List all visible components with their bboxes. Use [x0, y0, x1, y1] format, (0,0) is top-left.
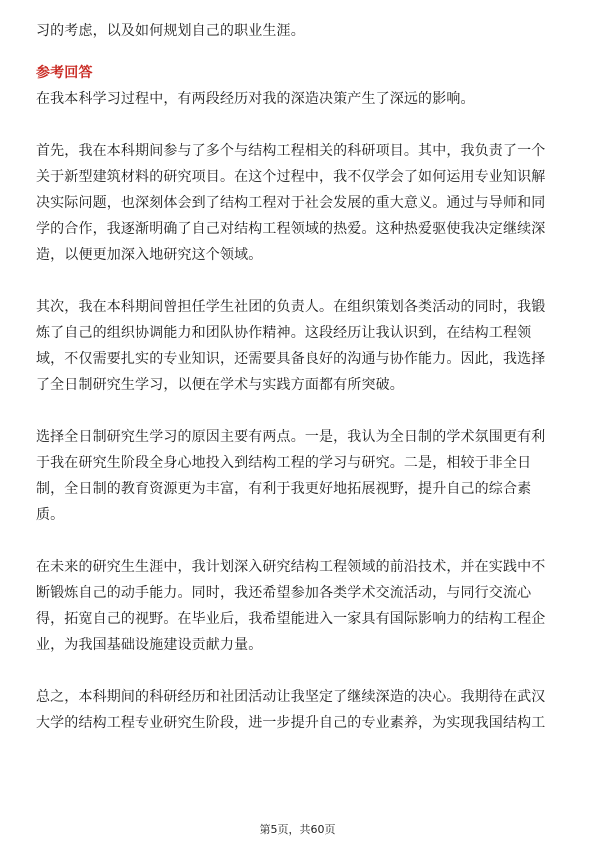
paragraph-line: 炼了自己的组织协调能力和团队协作精神。这段经历让我认识到，在结构工程领 — [36, 325, 532, 341]
paragraph-line: 总之，本科期间的科研经历和社团活动让我坚定了继续深造的决心。我期待在武汉 — [36, 689, 546, 705]
paragraph-line: 关于新型建筑材料的研究项目。在这个过程中，我不仅学会了如何运用专业知识解 — [36, 169, 546, 185]
paragraph-line: 得，拓宽自己的视野。在毕业后，我希望能进入一家具有国际影响力的结构工程企 — [36, 611, 546, 627]
paragraph-line: 在我本科学习过程中，有两段经历对我的深造决策产生了深远的影响。 — [36, 91, 475, 107]
paragraph-line: 决实际问题，也深刻体会到了结构工程对于社会发展的重大意义。通过与导师和同 — [36, 195, 546, 211]
intro-tail-line: 习的考虑，以及如何规划自己的职业生涯。 — [36, 23, 305, 39]
answer-heading: 参考回答 — [36, 65, 93, 81]
paragraph-line: 首先，我在本科期间参与了多个与结构工程相关的科研项目。其中，我负责了一个 — [36, 143, 546, 159]
paragraph-line: 业，为我国基础设施建设贡献力量。 — [36, 637, 263, 653]
page-number-footer: 第5页，共60页 — [259, 823, 336, 836]
paragraph-line: 质。 — [36, 507, 65, 523]
paragraph-line: 大学的结构工程专业研究生阶段，进一步提升自己的专业素养，为实现我国结构工 — [36, 715, 546, 731]
paragraph-line: 其次，我在本科期间曾担任学生社团的负责人。在组织策划各类活动的同时，我锻 — [36, 299, 546, 315]
paragraph-line: 了全日制研究生学习，以便在学术与实践方面都有所突破。 — [36, 377, 404, 393]
paragraph-line: 在未来的研究生生涯中，我计划深入研究结构工程领域的前沿技术，并在实践中不 — [36, 559, 546, 575]
paragraph-line: 学的合作，我逐渐明确了自己对结构工程领域的热爱。这种热爱驱使我决定继续深 — [36, 221, 546, 237]
paragraph-line: 造，以便更加深入地研究这个领域。 — [36, 247, 263, 263]
paragraph-line: 选择全日制研究生学习的原因主要有两点。一是，我认为全日制的学术氛围更有利 — [36, 429, 546, 445]
paragraph-line: 断锻炼自己的动手能力。同时，我还希望参加各类学术交流活动，与同行交流心 — [36, 585, 532, 601]
paragraph-line: 制，全日制的教育资源更为丰富，有利于我更好地拓展视野，提升自己的综合素 — [36, 481, 532, 497]
paragraph-line: 域，不仅需要扎实的专业知识，还需要具备良好的沟通与协作能力。因此，我选择 — [36, 351, 546, 367]
paragraph-line: 于我在研究生阶段全身心地投入到结构工程的学习与研究。二是，相较于非全日 — [36, 455, 532, 471]
